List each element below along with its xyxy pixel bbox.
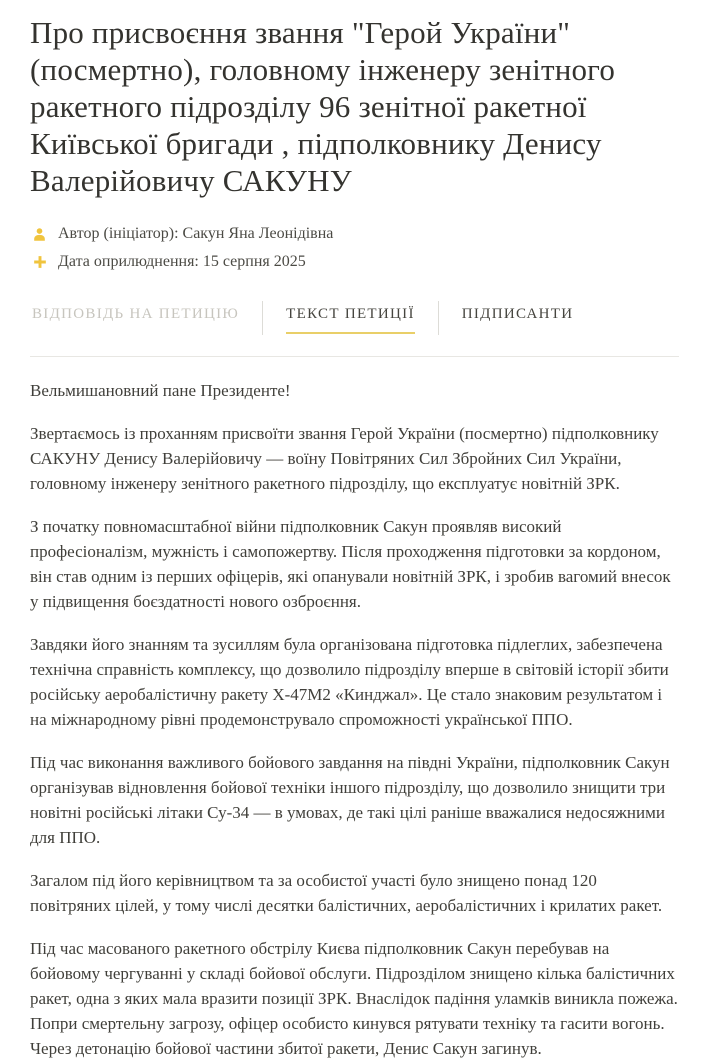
petition-paragraph: Вельмишановний пане Президенте! [30,381,291,400]
publish-date-text: Дата оприлюднення: 15 серпня 2025 [58,253,306,270]
petition-paragraph: З початку повномасштабної війни підполковник Сакун проявляв високий професіоналізм, мужність і самопожертву. Після проходження підготовки за кордоном, він став одним із перших офіцерів, які опанували новітній ЗРК, і зробив вагомий внесок у підвищення боєздатності нового озброєння. [30,517,671,611]
petition-tabs [32,305,679,335]
user-icon [32,227,47,242]
tab-petition-text[interactable]: ТЕКСТ ПЕТИЦІЇ [286,305,415,334]
petition-paragraph: Під час масованого ракетного обстрілу Києва підполковник Сакун перебував на бойовому чергуванні у складі бойової обслуги. Підрозділом знищено кілька балістичних ракет, одна з яких мала вразити позиції ЗРК. Внаслідок падіння уламків виникла пожежа. Попри смертельну загрозу, офіцер особисто кинувся рятувати техніку та гасити вогонь. Через детонацію бойової частини збитої ракети, Денис Сакун загинув. [30,939,678,1058]
tab-response-to-petition[interactable]: ВІДПОВІДЬ НА ПЕТИЦІЮ [32,306,240,322]
tab-separator [438,301,439,335]
tab-signers[interactable]: ПІДПИСАНТИ [461,306,574,322]
petition-paragraph: Звертаємось із проханням присвоїти звання Герой України (посмертно) підполковнику САКУНУ Денису Валерійовичу — воїну Повітряних Сил Збройних Сил України, головному інженеру зенітного ракетного підрозділу, що експлуатує новітній ЗРК. [30,424,659,493]
petition-body [30,357,679,1061]
tab-separator [262,301,263,335]
author-text: Автор (ініціатор): Сакун Яна Леонідівна [58,225,334,242]
plus-icon [32,255,47,270]
petition-paragraph: Завдяки його знанням та зусиллям була організована підготовка підлеглих, забезпечена технічна справність комплексу, що дозволило підрозділу вперше в світовій історії збити російську аеробалістичну ракету Х-47М2 «Кинджал». Це стало знаковим результатом і на міжнародному рівні продемонструвало спроможності української ППО. [30,635,669,729]
petition-paragraph: Загалом під його керівництвом та за особистої участі було знищено понад 120 повітряних цілей, у тому числі десятки балістичних, аеробалістичних і крилатих ракет. [30,871,663,915]
page-title: Про присвоєння звання "Герой України" (посмертно), головному інженеру зенітного ракетного підрозділу 96 зенітної ракетної Київської бригади , підполковнику Денису Валерійовичу САКУНУ [30,15,616,198]
author-row [32,225,679,243]
petition-paragraph: Під час виконання важливого бойового завдання на півдні України, підполковник Сакун організував відновлення бойової техніки іншого підрозділу, що дозволило знищити три новітні російські літаки Су-34 — в умовах, де такі цілі раніше вважалися недосяжними для ППО. [30,753,670,847]
publish-date-row [32,253,679,271]
meta-block [32,225,679,271]
